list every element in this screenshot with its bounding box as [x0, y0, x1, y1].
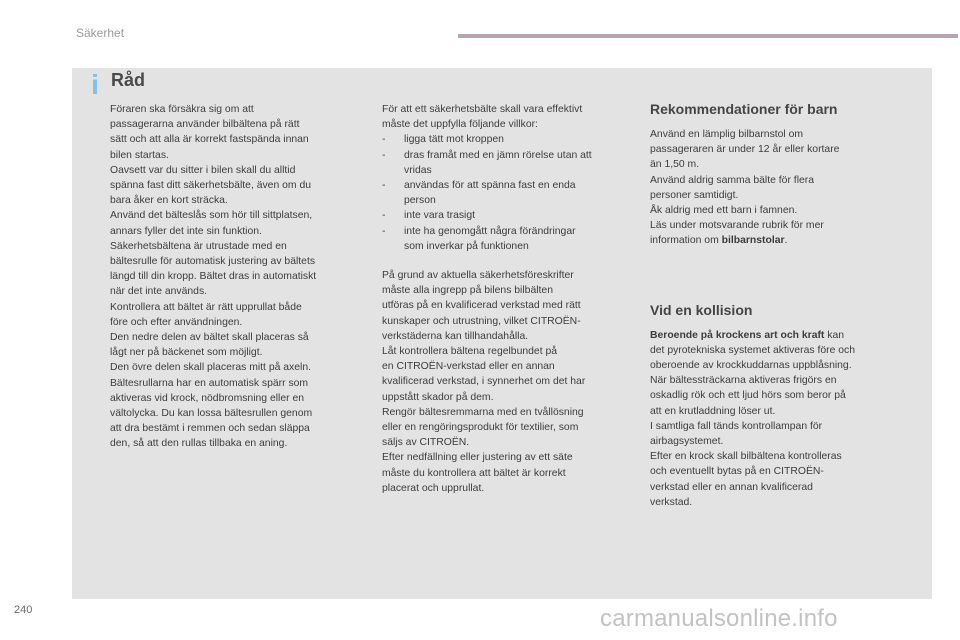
text-line: spänna fast ditt säkerhetsbälte, även om du [110, 180, 312, 192]
text-line: Åk aldrig med ett barn i famnen. [650, 205, 798, 217]
advice-column-right [650, 100, 900, 510]
text-line: I samtliga fall tänds kontrollampan för [650, 420, 823, 432]
text-line: kunskaper och utrustning, vilket CITROËN- [382, 315, 581, 327]
text-line: längd till din kropp. Bältet dras in automatiskt [110, 271, 317, 283]
children-last-prefix: information om [650, 235, 722, 247]
text-line: verkstad. [650, 496, 693, 508]
list-item-text: ligga tätt mot kroppen [404, 134, 504, 146]
text-line: före och efter användningen. [110, 316, 243, 328]
text-line: lågt ner på bäckenet som möjligt. [110, 347, 263, 359]
text-line: Använd en lämplig bilbarnstol om [650, 129, 804, 140]
text-line: annars fyller det inte sin funktion. [110, 225, 262, 237]
text-line: måste du kontrollera att bältet är korrekt [382, 467, 566, 479]
list-item-text: dras framåt med en jämn rörelse utan att [404, 149, 592, 161]
text-line: Låt kontrollera bältena regelbundet på [382, 346, 558, 358]
text-line: den, så att den rullas tillbaka en aning. [110, 438, 288, 450]
text-line: oberoende av krockkuddarnas uppblåsning. [650, 360, 852, 372]
list-item-text: inte vara trasigt [404, 210, 476, 222]
list-item-text: person [404, 195, 436, 207]
text-line: Kontrollera att bältet är rätt upprullat både [110, 301, 302, 313]
list-dash: - [382, 210, 386, 222]
text-line: passageraren är under 12 år eller kortare [650, 144, 840, 156]
text-line: placerat och upprullat. [382, 482, 485, 494]
watermark: carmanualsonline.info [600, 605, 838, 632]
text-line: Bältesrullarna har en automatisk spärr som [110, 377, 309, 389]
text-line: Säkerhetsbältena är utrustade med en [110, 240, 287, 252]
text-line: Efter nedfällning eller justering av ett säte [382, 452, 573, 464]
text-line: verkstäderna kan tillhandahålla. [382, 330, 529, 342]
text-line: utföras på en kvalificerad verkstad med rätt [382, 300, 581, 312]
collision-bold-lead: Beroende på krockens art och kraft [650, 329, 825, 341]
text-line: På grund av aktuella säkerhetsföreskrifter [382, 270, 574, 282]
list-item-text: inte ha genomgått några förändringar [404, 225, 576, 237]
text-line: Efter en krock skall bilbältena kontrolleras [650, 451, 842, 463]
conditions-list [382, 132, 632, 254]
text-line: och eventuellt bytas på en CITROËN- [650, 466, 824, 478]
children-last-suffix: . [784, 235, 788, 247]
collision-heading: Vid en kollision [650, 301, 753, 318]
text-line: eller en rengöringsprodukt för textilier, som [382, 422, 579, 434]
list-dash: - [382, 225, 386, 237]
list-item [382, 178, 632, 208]
header-accent-bar [458, 34, 958, 38]
text-line: när det inte används. [110, 286, 208, 298]
page-section-title: Säkerhet [76, 26, 125, 40]
list-dash: - [382, 180, 386, 192]
list-item [382, 132, 632, 147]
maintenance-text [382, 268, 632, 496]
collision-first-rest: kan [824, 329, 845, 341]
text-line: personer samtidigt. [650, 189, 739, 201]
text-line: en CITROËN-verkstad eller en annan [382, 361, 555, 373]
text-line: kvalificerad verkstad, i synnerhet om det har [382, 376, 586, 388]
text-line: uppstått skador på dem. [382, 391, 494, 403]
text-line: det pyrotekniska systemet aktiveras före och [650, 344, 856, 356]
text-line: Använd det bälteslås som hör till sittplatsen, [110, 210, 313, 222]
text-line: att en krutladdning löser ut. [650, 405, 776, 417]
list-item [382, 224, 632, 254]
text-line: att dra bestämt i remmen och sedan släppa [110, 423, 310, 435]
text-line: airbagsystemet. [650, 436, 724, 448]
list-item-text: vridas [404, 164, 432, 176]
conditions-intro [382, 102, 632, 132]
list-item-text: som inverkar på funktionen [404, 240, 529, 252]
text-line: Använd aldrig samma bälte för flera [650, 174, 815, 186]
text-line: passagerarna använder bilbältena på rätt [110, 119, 300, 131]
children-text [650, 127, 900, 233]
text-line: måste alla ingrepp på bilens bilbälten [382, 285, 553, 297]
text-line: vältolycka. Du kan lossa bältesrullen genom [110, 408, 313, 420]
text-line: sätt och att alla är korrekt fastspända innan [110, 134, 309, 146]
advice-column-left [110, 102, 362, 452]
text-line: Läs under motsvarande rubrik för mer [650, 220, 824, 232]
text-line: Rengör bältesremmarna med en tvållösning [382, 406, 584, 418]
list-item-text: användas för att spänna fast en enda [404, 180, 576, 192]
child-seats-link-text: bilbarnstolar [721, 235, 785, 247]
text-line: Oavsett var du sitter i bilen skall du alltid [110, 164, 296, 176]
text-line: Den nedre delen av bältet skall placeras så [110, 332, 309, 344]
info-icon: i [91, 69, 99, 100]
text-line: bara åker en kort sträcka. [110, 195, 228, 207]
list-item [382, 208, 632, 223]
text-line: bältesrulle för automatisk justering av bältets [110, 256, 316, 268]
text-line: säljs av CITROËN. [382, 437, 470, 449]
advice-column-middle [382, 102, 632, 496]
text-line: verkstad eller en annan kvalificerad [650, 481, 813, 493]
collision-first-line [650, 328, 900, 343]
page-number: 240 [14, 604, 33, 616]
children-last-line [650, 233, 900, 248]
children-heading: Rekommendationer för barn [650, 101, 838, 117]
list-item [382, 148, 632, 178]
list-dash: - [382, 134, 386, 146]
text-line: aktiveras vid krock, nödbromsning eller en [110, 392, 305, 404]
collision-text [650, 343, 900, 510]
panel-title: Råd [111, 70, 146, 90]
text-line: För att ett säkerhetsbälte skall vara effektivt [382, 104, 583, 115]
text-line: bilen startas. [110, 149, 169, 161]
text-line: oskadlig rök och ett ljud hörs som beror på [650, 390, 846, 402]
list-dash: - [382, 149, 386, 161]
text-line: måste det uppfylla följande villkor: [382, 119, 538, 131]
text-line: Föraren ska försäkra sig om att [110, 104, 254, 115]
text-line: När bältessträckarna aktiveras frigörs en [650, 375, 837, 387]
text-line: Den övre delen skall placeras mitt på axeln. [110, 362, 311, 374]
text-line: än 1,50 m. [650, 159, 700, 171]
